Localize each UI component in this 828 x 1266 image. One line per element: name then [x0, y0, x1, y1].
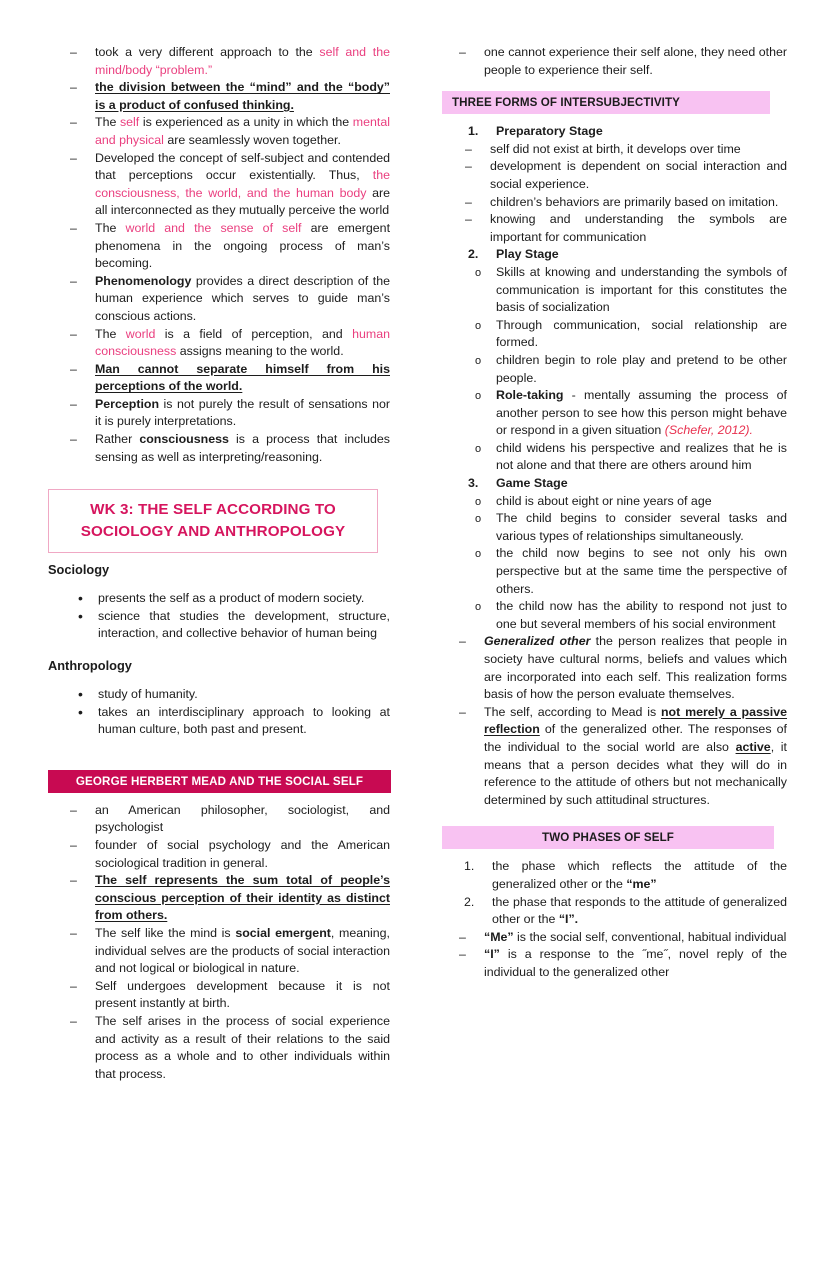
stage-sublist — [442, 264, 787, 475]
list-item — [47, 872, 390, 925]
stage-title: Preparatory Stage — [496, 124, 603, 139]
text-run: world and the sense of self — [125, 220, 302, 235]
text-run: took a very different approach to the — [95, 45, 320, 59]
text-run: child widens his perspective and realizes that he is not alone and that there are others around him — [496, 440, 787, 473]
mead-list — [47, 802, 390, 1084]
stage-item — [442, 475, 787, 633]
sociology-list — [47, 590, 390, 643]
text-run: the child now begins to see not only his own perspective but at the same time the perspective of others. — [496, 546, 787, 596]
list-item — [442, 633, 787, 703]
text-run: the child now has the ability to respond not just to one but several members of his social environment — [496, 599, 787, 631]
text-run: The — [95, 220, 126, 235]
text-run: are emergent phenomena in the ongoing process of man’s becoming. — [95, 220, 391, 271]
week-3-title-box — [48, 489, 378, 553]
list-item — [47, 361, 390, 396]
anthropology-list — [47, 686, 390, 739]
mead-section-banner: GEORGE HERBERT MEAD AND THE SOCIAL SELF — [48, 770, 391, 793]
text-run: is a response to the ˝me˝, novel reply of the individual to the generalized other — [484, 947, 787, 979]
list-item — [47, 273, 390, 326]
text-run: one cannot experience their self alone, they need other people to experience their self. — [484, 45, 787, 77]
week-3-title-line-1: WK 3: THE SELF ACCORDING TO — [90, 501, 336, 519]
list-item — [442, 194, 787, 212]
sociology-heading: Sociology — [48, 562, 110, 578]
text-run: The self represents the sum total of people’s conscious perception of their identity as distinct from others. — [95, 873, 390, 923]
generalized-other-list — [442, 633, 787, 809]
list-item — [47, 925, 390, 978]
text-run: Rather — [95, 432, 140, 447]
text-run: the person realizes that people in society have cultural norms, beliefs and values which are incorporated into each self. This realization forms basis of how the person evaluate themselves. — [484, 634, 787, 702]
list-item — [47, 220, 390, 273]
list-item — [47, 802, 390, 837]
text-run: self did not exist at birth, it develops over time — [490, 141, 741, 156]
text-run: the phase that responds to the attitude of generalized other or the — [492, 894, 787, 927]
text-run: , it means that a person decides what they will do in reference to the attitude of others but not mechanically determined by such attitudinal structures. — [484, 739, 787, 807]
text-run: provides a direct description of the human experience which serves to guide man’s conscious actions. — [95, 273, 390, 323]
list-item — [442, 545, 787, 598]
text-run: social emergent — [235, 925, 331, 940]
list-item — [442, 929, 787, 947]
text-run: development is dependent on social interaction and social experience. — [490, 159, 787, 191]
list-item — [442, 704, 787, 810]
text-run: the consciousness, the world, and the human body — [95, 168, 390, 200]
two-phases-banner: TWO PHASES OF SELF — [442, 826, 774, 849]
list-item — [47, 978, 390, 1013]
list-item — [47, 326, 390, 361]
text-run: the phase which reflects the attitude of the generalized other or the — [492, 859, 787, 891]
list-item — [442, 352, 787, 387]
text-run: is a field of perception, and — [155, 326, 353, 341]
list-item — [442, 493, 787, 511]
text-run: “Me” — [484, 929, 514, 944]
text-run: children’s behaviors are primarily based on imitation. — [490, 194, 779, 209]
stage-item — [442, 246, 787, 475]
list-item: • presents the self as a product of modern society. — [47, 590, 390, 608]
list-item — [442, 44, 787, 79]
text-run: of the generalized other. The responses of the individual to the social world are also — [484, 722, 787, 754]
list-item — [47, 1013, 390, 1083]
text-run: Self undergoes development because it is not present instantly at birth. — [95, 978, 390, 1011]
text-run: is not purely the result of sensations nor it is purely interpretations. — [95, 396, 390, 429]
stage-sublist — [442, 493, 787, 634]
list-item — [47, 44, 390, 79]
anthropology-heading: Anthropology — [48, 658, 132, 674]
text-run: are all interconnected as they mutually perceive the world — [95, 185, 390, 218]
text-run: The self like the mind is — [95, 925, 236, 940]
text-run: is a process that includes sensing as well as interpreting/reasoning. — [95, 432, 390, 464]
list-item — [47, 837, 390, 872]
text-run: consciousness — [139, 432, 229, 447]
list-item — [442, 440, 787, 475]
three-forms-banner: THREE FORMS OF INTERSUBJECTIVITY — [442, 91, 770, 114]
text-run: Man cannot separate himself from his perceptions of the world. — [95, 361, 390, 394]
stage-sublist — [442, 141, 787, 247]
text-run: The self, according to Mead is — [484, 704, 661, 719]
text-run: (Schefer, 2012). — [664, 423, 753, 438]
text-run: knowing and understanding the symbols are important for communication — [490, 212, 787, 244]
list-item — [442, 141, 787, 159]
text-run: Through communication, social relationship are formed. — [496, 317, 787, 350]
list-item: • study of humanity. — [47, 686, 390, 704]
week-3-title-line-2: SOCIOLOGY AND ANTHROPOLOGY — [80, 523, 346, 541]
text-run: The — [95, 326, 126, 341]
list-item — [47, 396, 390, 431]
stage-title: Play Stage — [496, 247, 559, 262]
intersubjectivity-intro-list — [442, 44, 787, 79]
text-run: mental and physical — [95, 115, 390, 147]
list-item — [47, 79, 390, 114]
text-run: self and the mind/body “problem.” — [95, 45, 390, 77]
text-run: Skills at knowing and understanding the symbols of communication is important for this constitutes the basis of socialization — [496, 264, 787, 315]
text-run: founder of social psychology and the American sociological tradition in general. — [95, 838, 390, 870]
list-item — [442, 264, 787, 317]
text-run: , meaning, individual selves are the products of social interaction and not logical or biological in nature. — [95, 925, 390, 976]
list-item — [47, 114, 390, 149]
text-run: child is about eight or nine years of age — [496, 493, 712, 508]
text-run: an American philosopher, sociologist, and psychologist — [95, 802, 390, 835]
text-run: Generalized other — [484, 634, 591, 649]
list-item — [442, 598, 787, 633]
stage-title: Game Stage — [496, 476, 568, 491]
text-run: “me” — [626, 876, 657, 891]
merleau-ponty-list — [47, 44, 390, 466]
list-item — [47, 150, 390, 220]
two-phases-numbered-list — [442, 858, 787, 928]
list-item — [442, 158, 787, 193]
text-run: The self arises in the process of social experience and activity as a result of their relations to the said process as a whole and to other individuals within that process. — [95, 1013, 390, 1081]
text-run: Developed the concept of self-subject and contended that perceptions occur existentially. Thus, — [95, 150, 390, 183]
text-run: children begin to role play and pretend to be other people. — [496, 352, 787, 385]
list-item — [442, 387, 787, 440]
list-item — [47, 431, 390, 466]
text-run: Phenomenology — [95, 273, 192, 288]
text-run: Perception — [95, 396, 160, 411]
right-column — [442, 44, 787, 1246]
text-run: world — [125, 326, 156, 341]
text-run: Role-taking — [496, 388, 564, 403]
text-run: not merely a passive reflection — [484, 704, 788, 737]
list-item: • takes an interdisciplinary approach to looking at human culture, both past and present. — [47, 704, 390, 739]
text-run: are seamlessly woven together. — [163, 132, 341, 147]
text-run: The child begins to consider several tasks and various types of relationships simultaneously. — [496, 511, 787, 543]
text-run: human consciousness — [95, 326, 390, 359]
text-run: active — [735, 739, 771, 754]
text-run: is the social self, conventional, habitual individual — [513, 929, 787, 944]
text-run: “I” — [484, 947, 500, 962]
list-item — [442, 317, 787, 352]
text-run: - mentally assuming the process of another person to see how this person might behave or respond in a given situation — [496, 388, 787, 438]
stage-item — [442, 123, 787, 246]
list-item — [442, 946, 787, 981]
text-run: the division between the “mind” and the “body” is a product of confused thinking. — [95, 80, 390, 112]
list-item — [442, 510, 787, 545]
list-item: • science that studies the development, structure, interaction, and collective behavior of human being — [47, 608, 390, 643]
two-phases-dash-list — [442, 929, 787, 982]
text-run: The — [95, 115, 120, 130]
text-run: is experienced as a unity in which the — [139, 115, 353, 130]
text-run: assigns meaning to the world. — [176, 344, 344, 359]
list-item — [442, 858, 787, 893]
list-item — [442, 894, 787, 929]
text-run: “I”. — [558, 912, 579, 927]
left-column — [47, 44, 390, 1246]
list-item — [442, 211, 787, 246]
stages-list — [442, 123, 787, 633]
text-run: self — [119, 115, 140, 130]
